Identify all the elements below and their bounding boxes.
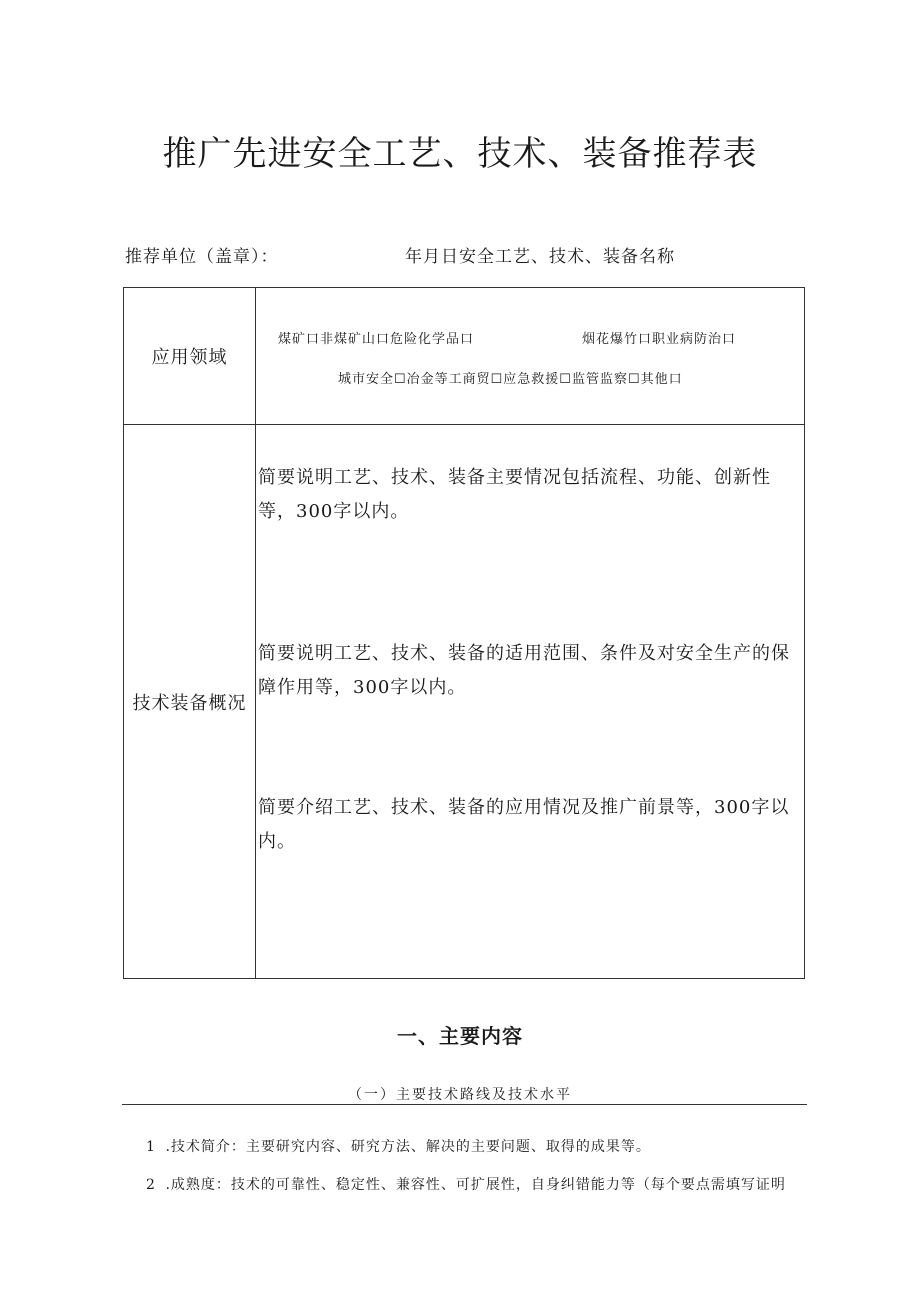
overview-paragraph-scope: 简要说明工艺、技术、装备的适用范围、条件及对安全生产的保障作用等，300字以内。 [258, 643, 790, 698]
overview-paragraph-prospect: 简要介绍工艺、技术、装备的应用情况及推广前景等，300字以内。 [258, 797, 790, 852]
field-options-line-1a: 煤矿口非煤矿山口危险化学品口 [278, 332, 475, 347]
list-item-text: .技术简介：主要研究内容、研究方法、解决的主要问题、取得的成果等。 [165, 1139, 651, 1155]
recommendation-table [123, 287, 805, 979]
list-item [146, 1136, 651, 1156]
section-subheading: （一）主要技术路线及技术水平 [348, 1087, 572, 1103]
application-field-label: 应用领域 [124, 288, 256, 425]
list-item-number: 2 [146, 1177, 156, 1193]
field-options-line-2: 城市安全☐冶金等工商贸☐应急救援☐监管监察☐其他口 [338, 372, 683, 387]
application-field-cell [256, 288, 805, 425]
application-field-row [124, 288, 805, 425]
application-field-options [256, 288, 804, 424]
tech-overview-content [256, 425, 804, 978]
tech-overview-label: 技术装备概况 [124, 425, 256, 979]
tech-overview-cell [256, 425, 805, 979]
list-item-number: 1 [146, 1139, 156, 1155]
list-item [146, 1174, 786, 1194]
date-name-label: 年月日安全工艺、技术、装备名称 [405, 247, 675, 267]
field-options-line-1b: 烟花爆竹口职业病防治口 [582, 332, 737, 347]
divider-line [122, 1104, 807, 1105]
tech-overview-row [124, 425, 805, 979]
recommender-label: 推荐单位（盖章）： [125, 247, 279, 267]
list-item-text: .成熟度：技术的可靠性、稳定性、兼容性、可扩展性，自身纠错能力等（每个要点需填写证明 [165, 1177, 786, 1193]
document-title: 推广先进安全工艺、技术、装备推荐表 [162, 134, 758, 174]
section-heading: 一、主要内容 [397, 1024, 523, 1048]
overview-paragraph-main: 简要说明工艺、技术、装备主要情况包括流程、功能、创新性等，300字以内。 [258, 467, 771, 522]
